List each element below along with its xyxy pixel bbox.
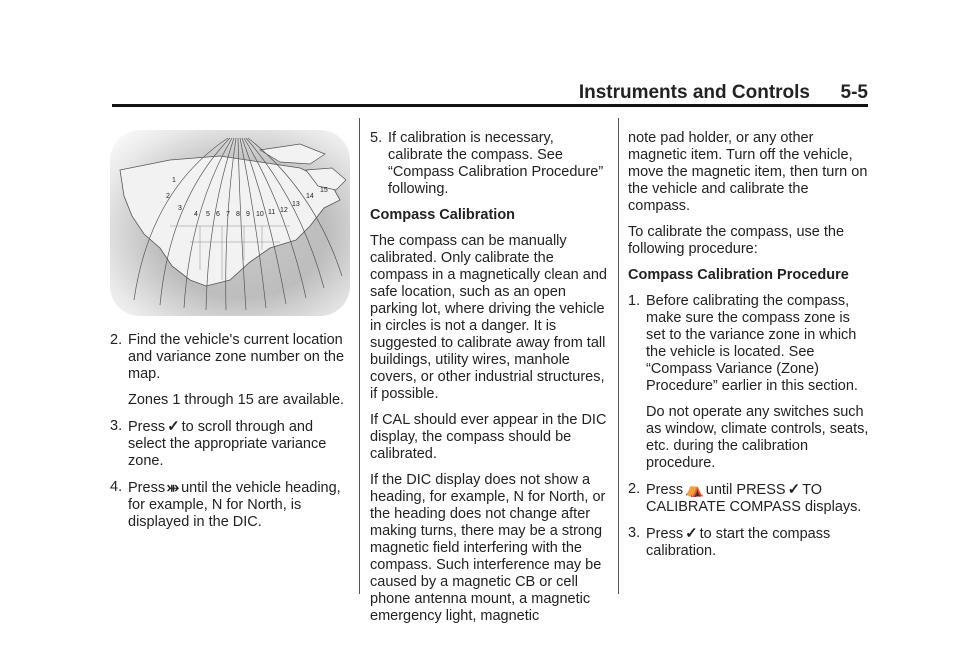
page-number: 5-5	[840, 82, 868, 103]
step-5	[370, 130, 610, 198]
vehicle-info-icon: ⛺	[685, 481, 704, 498]
checkmark-icon: ✓	[787, 481, 801, 498]
paragraph: note pad holder, or any other magnetic item. Turn off the vehicle, move the magnetic item, then turn on the vehicle and calibrate the compass.	[628, 130, 868, 214]
step-3	[110, 418, 350, 470]
zone-label: 3	[178, 205, 182, 212]
step-number: 1.	[628, 293, 641, 309]
press-label: Press	[646, 526, 684, 542]
zone-label: 6	[216, 211, 220, 218]
step-text-rest: select the appropriate variance zone.	[128, 436, 327, 469]
step-text	[646, 481, 873, 516]
press-label: Press	[128, 419, 166, 435]
section-heading: Compass Calibration Procedure	[628, 267, 849, 283]
zone-label: 8	[236, 211, 240, 218]
step-text	[128, 479, 350, 531]
step-number: 3.	[628, 525, 641, 541]
zone-label: 2	[166, 193, 170, 200]
step-number: 5.	[370, 130, 383, 146]
column-divider	[359, 118, 360, 594]
arctic-island	[260, 144, 325, 164]
section-title: Instruments and Controls	[578, 82, 810, 103]
step-number: 3.	[110, 418, 123, 434]
press-label: Press	[128, 480, 166, 496]
step-text-rest: heading, for example, N for North, is displayed in the DIC.	[128, 480, 341, 530]
header-rule	[112, 104, 868, 107]
step-text-rest: CALIBRATE COMPASS displays.	[646, 499, 862, 515]
zone-label: 5	[206, 211, 210, 218]
column-3	[628, 130, 873, 569]
step-2	[110, 332, 350, 409]
step-text-cont: TO	[802, 482, 823, 498]
continent-outline	[120, 156, 340, 286]
zone-label: 9	[246, 211, 250, 218]
column-1	[110, 130, 350, 540]
checkmark-icon: ✓	[167, 418, 180, 435]
variance-zone-map	[110, 130, 350, 316]
step-text: Before calibrating the compass, make sure the compass zone is set to the variance zone in which the vehicle is located. See “Compass Variance (Zone) Procedure” earlier in this section.	[646, 293, 858, 394]
step-text-cont: until the vehicle	[181, 480, 282, 496]
procedure-step-2	[628, 481, 873, 516]
step-text-rest: calibration.	[646, 543, 717, 559]
step-text: Find the vehicle's current location and variance zone number on the map.	[128, 332, 345, 382]
step-number: 2.	[110, 332, 123, 348]
step-4	[110, 479, 350, 531]
zone-label: 11	[268, 209, 276, 216]
zone-label: 4	[194, 211, 198, 218]
paragraph: If CAL should ever appear in the DIC display, the compass should be calibrated.	[370, 412, 607, 462]
procedure-step-3	[628, 525, 873, 560]
zone-label: 14	[306, 193, 314, 200]
zone-label: 7	[226, 211, 230, 218]
zone-label: 1	[172, 177, 176, 184]
paragraph: The compass can be manually calibrated. Only calibrate the compass in a magnetically clean and safe location, such as an open parking lot, where driving the vehicle in circles is not a danger. It is suggested to calibrate away from tall buildings, utility wires, manhole covers, or other industrial structures, if possible.	[370, 233, 607, 402]
step-text-mid: until PRESS	[705, 482, 786, 498]
column-divider	[618, 118, 619, 594]
column-2	[370, 130, 610, 634]
step-note: Do not operate any switches such as window, climate controls, seats, etc. during the calibration procedure.	[646, 404, 869, 471]
procedure-step-1	[628, 293, 873, 472]
step-number: 4.	[110, 479, 123, 495]
step-text-cont: to scroll through and	[181, 419, 314, 435]
page-header	[112, 78, 868, 106]
paragraph: To calibrate the compass, use the following procedure:	[628, 224, 845, 257]
zone-map-illustration	[110, 130, 350, 316]
step-note: Zones 1 through 15 are available.	[128, 392, 345, 408]
zone-label: 12	[280, 207, 288, 214]
zone-label: 13	[292, 201, 300, 208]
menu-button-icon: ⤕	[167, 479, 180, 496]
press-label: Press	[646, 482, 684, 498]
step-text	[128, 418, 350, 470]
step-number: 2.	[628, 481, 641, 497]
zone-label: 15	[320, 187, 328, 194]
zone-label: 10	[256, 211, 264, 218]
step-text	[646, 525, 873, 560]
step-text: If calibration is necessary, calibrate the compass. See “Compass Calibration Procedure” following.	[388, 130, 604, 197]
section-heading: Compass Calibration	[370, 207, 516, 223]
step-text-cont: to start the compass	[699, 526, 831, 542]
checkmark-icon: ✓	[685, 525, 698, 542]
paragraph: If the DIC display does not show a heading, for example, N for North, or the heading does not change after making turns, there may be a strong magnetic field interfering with the compass. Such interference may be caused by a magnetic CB or cell phone antenna mount, a magnetic emergency light, magnetic	[370, 472, 606, 624]
